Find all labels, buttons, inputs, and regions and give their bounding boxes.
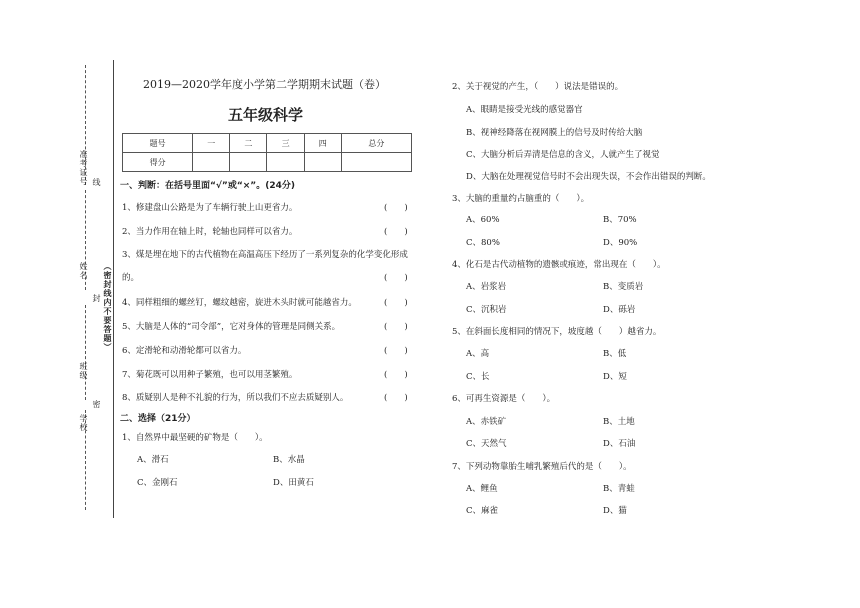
choice-option[interactable]: C、沉积岩 <box>466 305 507 315</box>
choice-option[interactable]: B、变质岩 <box>603 282 644 292</box>
secret-mark: 密 <box>92 400 101 409</box>
choice-option[interactable]: C、80% <box>466 238 500 248</box>
judge-q1: 1、修建盘山公路是为了车辆行驶上山更省力。 <box>122 203 298 213</box>
seal-mark: 封 <box>92 294 101 303</box>
choice-q4: 4、化石是古代动植物的遗骸或痕迹，常出现在（ ）。 <box>452 260 666 270</box>
choice-option[interactable]: B、低 <box>603 349 627 359</box>
exam-title: 2019—2020学年度小学第二学期期末试题（卷） <box>143 78 386 91</box>
judge-q7: 7、菊花既可以用种子繁殖，也可以用茎繁殖。 <box>122 370 298 380</box>
score-cell: 三 <box>267 134 304 153</box>
score-table <box>122 133 412 172</box>
choice-option[interactable]: A、眼睛是接受光线的感觉器官 <box>466 105 583 115</box>
choice-q5: 5、在斜面长度相同的情况下，坡度越（ ）越省力。 <box>452 327 662 337</box>
subject-title: 五年级科学 <box>228 106 304 124</box>
score-input-cell[interactable] <box>230 153 267 172</box>
answer-bracket[interactable]: ( ) <box>384 322 408 332</box>
choice-option[interactable]: D、大脑在处理视觉信号时不会出现失误，不会作出错误的判断。 <box>466 172 711 182</box>
answer-bracket[interactable]: ( ) <box>384 203 408 213</box>
choice-option[interactable]: C、金刚石 <box>137 478 178 488</box>
choice-option[interactable]: D、90% <box>603 238 638 248</box>
choice-option[interactable]: C、天然气 <box>466 439 507 449</box>
choice-option[interactable]: B、土地 <box>603 417 635 427</box>
choice-option[interactable]: B、视神经降落在视网膜上的信号及时传给大脑 <box>466 128 643 138</box>
choice-option[interactable]: B、青蛙 <box>603 484 635 494</box>
judge-q4: 4、同样粗细的螺丝钉，螺纹越密，旋进木头时就可能越省力。 <box>122 298 357 308</box>
name-label: 姓名 <box>79 262 88 280</box>
choice-q1: 1、自然界中最坚硬的矿物是（ ）。 <box>122 433 268 443</box>
choice-q3: 3、大脑的重量约占脑重的（ ）。 <box>452 194 590 204</box>
binding-solid-line <box>113 60 114 518</box>
choice-option[interactable]: D、短 <box>603 372 627 382</box>
score-cell: 二 <box>230 134 267 153</box>
choice-option[interactable]: D、砾岩 <box>603 305 636 315</box>
choice-q2: 2、关于视觉的产生，（ ）说法是错误的。 <box>452 82 624 92</box>
answer-bracket[interactable]: ( ) <box>384 370 408 380</box>
score-cell: 一 <box>193 134 230 153</box>
answer-bracket[interactable]: ( ) <box>384 346 408 356</box>
score-cell: 题号 <box>123 134 193 153</box>
choice-option[interactable]: C、大脑分析后弄清是信息的含义，人就产生了视觉 <box>466 150 660 160</box>
answer-bracket[interactable]: ( ) <box>384 273 408 283</box>
choice-option[interactable]: A、滑石 <box>137 455 169 465</box>
exam-id-label: 准考证号 <box>79 150 88 186</box>
choice-option[interactable]: D、石油 <box>603 439 636 449</box>
score-input-cell[interactable] <box>267 153 304 172</box>
choice-option[interactable]: D、猫 <box>603 506 627 516</box>
choice-option[interactable]: B、水晶 <box>273 455 305 465</box>
choice-q7: 7、下列动物靠胎生哺乳繁殖后代的是（ ）。 <box>452 462 632 472</box>
score-input-cell[interactable] <box>341 153 411 172</box>
section2-heading: 二、选择（21分） <box>120 414 196 424</box>
seal-warning: （密封线内不要答题） <box>103 262 113 352</box>
choice-option[interactable]: A、岩浆岩 <box>466 282 507 292</box>
answer-bracket[interactable]: ( ) <box>384 227 408 237</box>
judge-q5: 5、大脑是人体的“司令部”，它对身体的管理是同侧关系。 <box>122 322 341 332</box>
binding-dashed-line <box>85 305 86 400</box>
judge-q3-cont: 的。 <box>122 273 140 283</box>
score-table-score-row <box>123 153 412 172</box>
choice-option[interactable]: A、赤铁矿 <box>466 417 507 427</box>
choice-option[interactable]: C、麻雀 <box>466 506 499 516</box>
line-mark: 线 <box>92 178 101 187</box>
choice-option[interactable]: A、鲤鱼 <box>466 484 498 494</box>
section1-heading: 一、判断：在括号里面“√”或“×”。(24分) <box>120 181 295 191</box>
answer-bracket[interactable]: ( ) <box>384 393 408 403</box>
choice-option[interactable]: C、长 <box>466 372 490 382</box>
judge-q3: 3、煤是埋在地下的古代植物在高温高压下经历了一系列复杂的化学变化形成 <box>122 250 408 260</box>
score-input-cell[interactable] <box>193 153 230 172</box>
judge-q8: 8、质疑别人是种不礼貌的行为，所以我们不应去质疑别人。 <box>122 393 349 403</box>
judge-q6: 6、定滑轮和动滑轮都可以省力。 <box>122 346 247 356</box>
choice-option[interactable]: A、高 <box>466 349 490 359</box>
score-cell: 得分 <box>123 153 193 172</box>
answer-bracket[interactable]: ( ) <box>384 298 408 308</box>
score-table-header-row <box>123 134 412 153</box>
score-cell: 四 <box>304 134 341 153</box>
score-input-cell[interactable] <box>304 153 341 172</box>
judge-q2: 2、当力作用在轴上时，轮轴也同样可以省力。 <box>122 227 298 237</box>
choice-option[interactable]: A、60% <box>466 215 500 225</box>
choice-q6: 6、可再生资源是（ ）。 <box>452 394 556 404</box>
choice-option[interactable]: B、70% <box>603 215 637 225</box>
score-cell: 总分 <box>341 134 411 153</box>
class-label: 班级 <box>79 362 88 380</box>
school-label: 学校 <box>79 414 88 432</box>
choice-option[interactable]: D、田黄石 <box>273 478 314 488</box>
